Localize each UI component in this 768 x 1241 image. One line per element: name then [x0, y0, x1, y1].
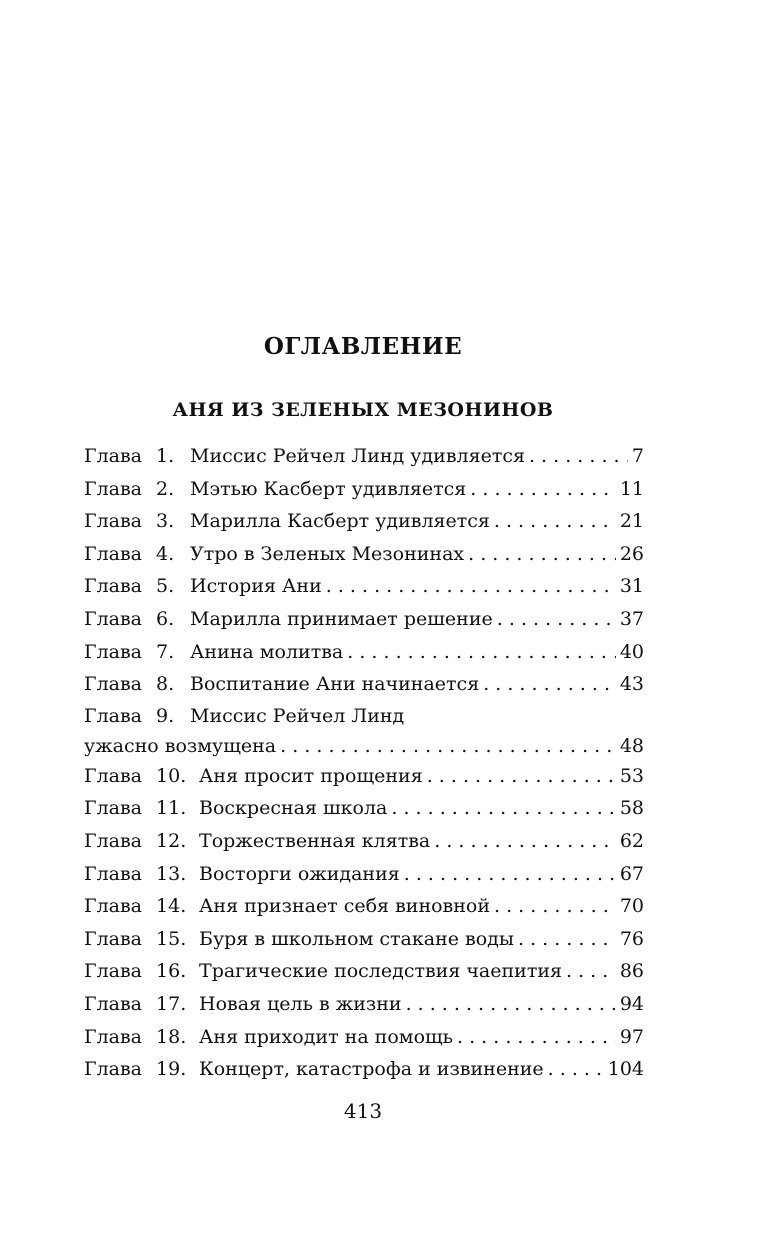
chapter-label: Глава [84, 445, 143, 467]
chapter-label: Глава [84, 640, 143, 663]
dot-leader [518, 923, 616, 956]
chapter-label: Глава [84, 575, 143, 598]
dot-leader [468, 538, 616, 571]
chapter-label: Глава [84, 510, 143, 533]
dot-leader [391, 792, 615, 825]
dot-leader [434, 825, 616, 858]
chapter-label: Глава [84, 477, 143, 500]
dot-leader [494, 505, 616, 538]
chapter-number: 16. [156, 960, 187, 983]
chapter-label: Глава [84, 895, 143, 918]
chapter-number: 5. [156, 575, 175, 598]
chapter-number: 10. [156, 764, 187, 787]
chapter-label: Глава [84, 704, 143, 727]
toc-entry [84, 792, 644, 825]
toc-entry [84, 1021, 644, 1054]
chapter-page: 104 [607, 1058, 644, 1081]
chapter-title: Новая цель в жизни [199, 992, 402, 1015]
chapter-title: Трагические последствия чаепития [199, 960, 562, 983]
chapter-title: Аня приходит на помощь [199, 1025, 454, 1048]
chapter-page: 62 [619, 829, 644, 852]
toc-entry-continuation [84, 732, 644, 760]
chapter-number: 11. [156, 797, 187, 820]
chapter-title: Утро в Зеленых Мезонинах [190, 542, 465, 565]
chapter-label: Глава [84, 992, 143, 1015]
toc-entry [84, 701, 644, 732]
dot-leader [326, 570, 616, 603]
dot-leader [529, 440, 628, 473]
chapter-page: 21 [619, 510, 644, 533]
chapter-title: Миссис Рейчел Линд удивляется [190, 445, 525, 467]
chapter-page: 94 [619, 992, 644, 1015]
toc-entry [84, 890, 644, 923]
dot-leader [548, 1053, 604, 1086]
dot-leader [427, 760, 616, 793]
chapter-page: 40 [619, 640, 644, 663]
toc-entry [84, 988, 644, 1021]
chapter-page: 76 [619, 927, 644, 950]
toc-entry [84, 538, 644, 571]
toc-entry [84, 955, 644, 988]
chapter-title: Торжественная клятва [199, 829, 431, 852]
toc-entry [84, 603, 644, 636]
chapter-label: Глава [84, 862, 143, 885]
dot-leader [404, 858, 616, 891]
chapter-title: Марилла Касберт удивляется [190, 510, 490, 533]
chapter-page: 86 [619, 960, 644, 983]
chapter-title: Марилла принимает решение [190, 607, 493, 630]
chapter-number: 19. [156, 1058, 187, 1081]
dot-leader [347, 636, 616, 669]
chapter-page: 67 [619, 862, 644, 885]
dot-leader [494, 890, 616, 923]
chapter-label: Глава [84, 960, 143, 983]
chapter-title: Мэтью Касберт удивляется [190, 477, 467, 500]
chapter-page: 43 [619, 673, 644, 696]
chapter-number: 9. [156, 704, 175, 727]
chapter-number: 1. [156, 445, 175, 467]
chapter-page: 7 [631, 445, 644, 467]
chapter-number: 13. [156, 862, 187, 885]
chapter-title: Миссис Рейчел Линд [190, 704, 405, 727]
chapter-page: 53 [619, 764, 644, 787]
chapter-page: 31 [619, 575, 644, 598]
chapter-number: 6. [156, 607, 175, 630]
chapter-label: Глава [84, 1025, 143, 1048]
toc-entry [84, 473, 644, 506]
toc-entry [84, 923, 644, 956]
chapter-number: 12. [156, 829, 187, 852]
chapter-number: 17. [156, 992, 187, 1015]
toc-entry [84, 440, 644, 473]
chapter-title: Аня признает себя виновной [199, 895, 491, 918]
chapter-number: 8. [156, 673, 175, 696]
toc-entry [84, 505, 644, 538]
chapter-number: 7. [156, 640, 175, 663]
dot-leader [566, 955, 616, 988]
toc-entry [84, 858, 644, 891]
dot-leader [280, 732, 616, 760]
toc-entry [84, 570, 644, 603]
chapter-title: Восторги ожидания [199, 862, 400, 885]
chapter-page: 97 [619, 1025, 644, 1048]
chapter-label: Глава [84, 829, 143, 852]
chapter-label: Глава [84, 1058, 143, 1081]
chapter-number: 15. [156, 927, 187, 950]
page-number: 413 [343, 1099, 383, 1123]
toc-entry [84, 760, 644, 793]
dot-leader [497, 603, 616, 636]
chapter-number: 4. [156, 542, 175, 565]
chapter-number: 3. [156, 510, 175, 533]
chapter-page: 70 [619, 895, 644, 918]
dot-leader [470, 473, 616, 506]
chapter-title: История Ани [190, 575, 322, 598]
chapter-page: 37 [619, 607, 644, 630]
chapter-title: Воскресная школа [199, 797, 388, 820]
chapter-page: 26 [619, 542, 644, 565]
toc-entry [84, 825, 644, 858]
chapter-number: 14. [156, 895, 187, 918]
chapter-title: Анина молитва [190, 640, 344, 663]
dot-leader [483, 668, 616, 701]
table-of-contents [84, 440, 644, 1086]
chapter-label: Глава [84, 797, 143, 820]
dot-leader [406, 988, 616, 1021]
chapter-page: 58 [619, 797, 644, 820]
chapter-title-continuation: ужасно возмущена [84, 734, 277, 757]
chapter-number: 18. [156, 1025, 187, 1048]
chapter-label: Глава [84, 764, 143, 787]
chapter-label: Глава [84, 673, 143, 696]
chapter-label: Глава [84, 927, 143, 950]
page-title: ОГЛАВЛЕНИЕ [263, 333, 463, 360]
chapter-number: 2. [156, 477, 175, 500]
toc-entry [84, 668, 644, 701]
chapter-page: 48 [619, 734, 644, 757]
chapter-label: Глава [84, 542, 143, 565]
dot-leader [457, 1021, 616, 1054]
chapter-title: Воспитание Ани начинается [190, 673, 480, 696]
toc-entry [84, 636, 644, 669]
chapter-title: Концерт, катастрофа и извинение [199, 1058, 544, 1081]
chapter-title: Аня просит прощения [199, 764, 423, 787]
chapter-title: Буря в школьном стакане воды [199, 927, 514, 950]
book-title: АНЯ ИЗ ЗЕЛЕНЫХ МЕЗОНИНОВ [172, 399, 554, 421]
chapter-page: 11 [619, 477, 644, 500]
chapter-label: Глава [84, 607, 143, 630]
toc-entry [84, 1053, 644, 1086]
